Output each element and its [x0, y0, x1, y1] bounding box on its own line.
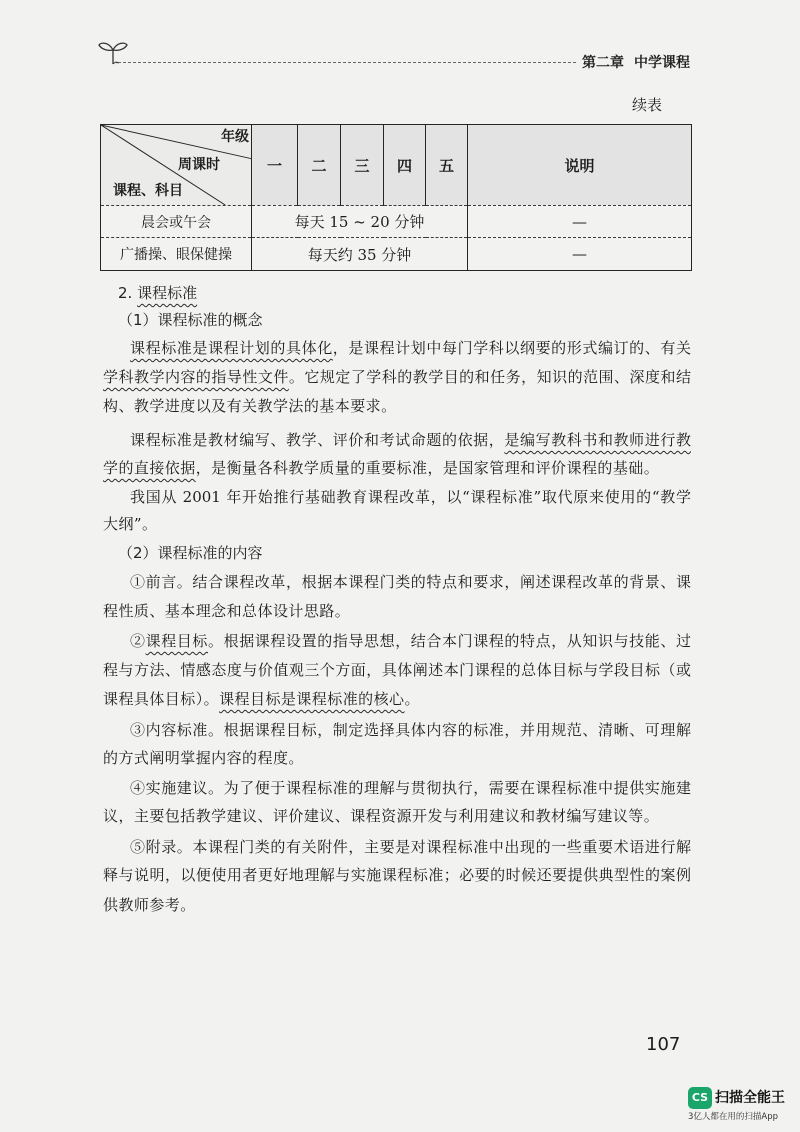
text-segment: 。它规定了学科的教学目的和任务，知识的范围、深度和结: [288, 368, 691, 386]
grade-column-1: 一: [252, 125, 298, 206]
text-segment: 。: [404, 690, 420, 708]
corner-label-subject: 课程、科目: [113, 183, 183, 199]
scanner-tagline: 3亿人都在用的扫描App: [688, 1112, 779, 1122]
text-segment: ②: [130, 632, 146, 650]
scanner-brand: 扫描全能王: [715, 1090, 785, 1106]
text-segment: 释与说明，以便使用者更好地理解与实施课程标准；必要的时候还要提供典型性的案例: [103, 866, 691, 884]
text-line: [103, 511, 691, 537]
text-line: [103, 393, 691, 419]
corner-label-weekly-hours: 周课时: [178, 157, 220, 173]
table-row: [101, 206, 692, 238]
concept-heading: （1）课程标准的概念: [118, 311, 263, 329]
text-line: [103, 455, 691, 481]
text-segment: 的方式阐明掌握内容的程度。: [103, 749, 304, 767]
row-subject: 晨会或午会: [101, 206, 252, 238]
underlined-phrase: 学科教学内容的指导性文件: [103, 368, 289, 386]
text-line: [103, 892, 691, 918]
underlined-phrase: 课程目标: [145, 632, 209, 650]
underlined-phrase: 是编写教科书和教师进行教: [504, 431, 691, 449]
text-line: [103, 335, 691, 361]
row-time: 每天约 35 分钟: [252, 238, 468, 271]
header-rule: [113, 62, 576, 63]
text-segment: ①前言。结合课程改革，根据本课程门类的特点和要求，阐述课程改革的背景、课: [130, 573, 691, 591]
text-segment: 课程标准是教材编写、教学、评价和考试命题的依据，: [130, 431, 505, 449]
section-heading: [118, 280, 197, 306]
text-segment: 课程具体目标）。: [103, 690, 220, 708]
underlined-phrase: 课程标准是课程计划的具体化: [130, 339, 333, 357]
row-note: —: [468, 206, 692, 238]
text-line: [103, 569, 691, 595]
text-line: [103, 364, 691, 390]
text-line: [103, 686, 691, 712]
page-number: 107: [646, 1034, 681, 1055]
text-line: [103, 628, 691, 654]
chapter-number: 第二章: [582, 55, 624, 71]
underlined-phrase: 学的直接依据: [103, 459, 196, 477]
table-row: [101, 238, 692, 271]
corner-label-grade: 年级: [221, 129, 249, 145]
grade-column-3: 三: [341, 125, 384, 206]
text-segment: 程与方法、情感态度与价值观三个方面，具体阐述本门课程的总体目标与学段目标（或: [103, 661, 691, 679]
row-note: —: [468, 238, 692, 271]
scanner-logo-icon: CS: [688, 1087, 712, 1109]
grade-column-5: 五: [426, 125, 468, 206]
text-segment: 大纲”。: [103, 515, 158, 533]
table-continued-caption: 续表: [632, 96, 663, 114]
text-segment: ④实施建议。为了便于课程标准的理解与贯彻执行，需要在课程标准中提供实施建: [130, 779, 691, 797]
text-line: [103, 803, 691, 829]
text-segment: ，是衡量各科教学质量的重要标准，是国家管理和评价课程的基础。: [195, 459, 660, 477]
section-number: 2.: [118, 284, 133, 302]
text-segment: ③内容标准。根据课程目标，制定选择具体内容的标准，并用规范、清晰、可理解: [130, 721, 691, 739]
corner-header-cell: [101, 125, 252, 206]
content-heading: （2）课程标准的内容: [118, 544, 263, 562]
row-subject: 广播操、眼保健操: [101, 238, 252, 271]
text-segment: 。根据课程设置的指导思想，结合本门课程的特点，从知识与技能、过: [208, 632, 691, 650]
text-line: [103, 717, 691, 743]
text-segment: 程性质、基本理念和总体设计思路。: [103, 602, 351, 620]
text-segment: 供教师参考。: [103, 896, 196, 914]
text-line: [103, 657, 691, 683]
text-segment: ，是课程计划中每门学科以纲要的形式编订的、有关: [332, 339, 691, 357]
text-line: [103, 775, 691, 801]
text-line: [103, 484, 691, 510]
schedule-table: [100, 124, 692, 271]
text-segment: 构、教学进度以及有关教学法的基本要求。: [103, 397, 397, 415]
text-line: [103, 427, 691, 453]
text-line: [103, 745, 691, 771]
underlined-phrase: 课程目标是课程标准的核心: [219, 690, 405, 708]
text-line: [103, 862, 691, 888]
text-line: [103, 834, 691, 860]
grade-column-2: 二: [298, 125, 341, 206]
text-segment: ⑤附录。本课程门类的有关附件，主要是对课程标准中出现的一些重要术语进行解: [130, 838, 691, 856]
note-column-header: 说明: [468, 125, 692, 206]
chapter-title: 中学课程: [634, 55, 690, 71]
row-time: 每天 15 ~ 20 分钟: [252, 206, 468, 238]
section-title: 课程标准: [137, 284, 198, 302]
text-segment: 我国从 2001 年开始推行基础教育课程改革，以“课程标准”取代原来使用的“教学: [130, 488, 691, 506]
grade-column-4: 四: [384, 125, 426, 206]
text-line: [103, 598, 691, 624]
text-segment: 议，主要包括教学建议、评价建议、课程资源开发与利用建议和教材编写建议等。: [103, 807, 660, 825]
table-header-row: [101, 125, 692, 206]
